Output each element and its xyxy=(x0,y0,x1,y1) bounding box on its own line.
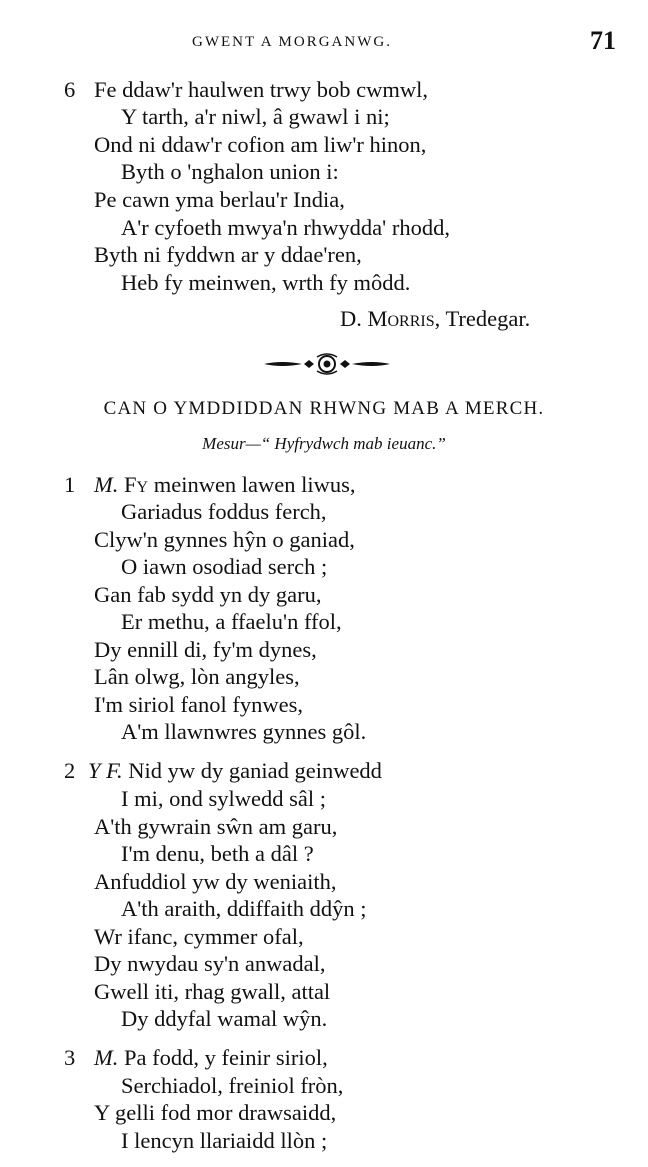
poem-line: A'm llawnwres gynnes gôl. xyxy=(121,719,367,744)
poem-line: A'th gywrain sŵn am garu, xyxy=(94,814,338,839)
poem-line: I'm denu, beth a dâl ? xyxy=(121,841,314,866)
speaker-label: M. xyxy=(94,1045,119,1070)
poem-line: O iawn osodiad serch ; xyxy=(121,554,328,579)
first-line-rest: meinwen lawen liwus, xyxy=(148,472,356,497)
poem-line: Wr ifanc, cymmer ofal, xyxy=(94,924,304,949)
first-word: Fy xyxy=(124,472,149,497)
poem-line: Fe ddaw'r haulwen trwy bob cwmwl, xyxy=(94,77,428,102)
author-place: , Tredegar. xyxy=(434,306,531,331)
verse-number: 3 xyxy=(64,1045,76,1070)
poem-line: Anfuddiol yw dy weniaith, xyxy=(94,869,337,894)
verse-number: 1 xyxy=(64,472,76,497)
poem-line: Dy nwydau sy'n anwadal, xyxy=(94,951,326,976)
poem-line xyxy=(88,757,382,784)
section-divider-ornament xyxy=(262,351,392,377)
tune-label: Mesur xyxy=(202,434,246,453)
poem-line: Byth o 'nghalon union i: xyxy=(121,159,339,184)
page-header xyxy=(0,26,648,60)
tune-line xyxy=(0,434,648,454)
poem-line: Gariadus foddus ferch, xyxy=(121,499,327,524)
speaker-label: Y F. xyxy=(88,758,123,783)
verse-number: 6 xyxy=(64,77,76,102)
poem-line: Y tarth, a'r niwl, â gwawl i ni; xyxy=(121,104,390,129)
poem-line: Y gelli fod mor drawsaidd, xyxy=(94,1100,337,1125)
song-title: CAN O YMDDIDDAN RHWNG MAB A MERCH. xyxy=(103,398,545,419)
poem-line: Clyw'n gynnes hŷn o ganiad, xyxy=(94,527,355,552)
running-title: GWENT A MORGANWG. xyxy=(192,34,392,50)
poem-line: I mi, ond sylwedd sâl ; xyxy=(121,786,326,811)
poem-line xyxy=(94,471,356,498)
first-line-rest: Pa fodd, y feinir siriol, xyxy=(118,1045,328,1070)
poem-line: Serchiadol, freiniol fròn, xyxy=(121,1073,344,1098)
poem-line: Lân olwg, lòn angyles, xyxy=(94,664,300,689)
page-number: 71 xyxy=(590,26,616,55)
first-line-rest: Nid yw dy ganiad geinwedd xyxy=(122,758,382,783)
author-initial: D. xyxy=(340,306,362,331)
poem-line: Dy ennill di, fy'm dynes, xyxy=(94,637,317,662)
poem-line: Gan fab sydd yn dy garu, xyxy=(94,582,322,607)
poem-line: Dy ddyfal wamal wŷn. xyxy=(121,1006,328,1031)
author-signature xyxy=(340,306,530,332)
poem-line: Pe cawn yma berlau'r India, xyxy=(94,187,345,212)
poem-line: Er methu, a ffaelu'n ffol, xyxy=(121,609,342,634)
verse-number: 2 xyxy=(64,758,76,783)
poem-line xyxy=(94,1044,328,1071)
poem-line: Heb fy meinwen, wrth fy môdd. xyxy=(121,270,411,295)
poem-line: I'm siriol fanol fynwes, xyxy=(94,692,304,717)
poem-line: Ond ni ddaw'r cofion am liw'r hinon, xyxy=(94,132,427,157)
poem-line: A'r cyfoeth mwya'n rhwydda' rhodd, xyxy=(121,215,450,240)
poem-line: Byth ni fyddwn ar y ddae'ren, xyxy=(94,242,362,267)
poem-line: A'th araith, ddiffaith ddŷn ; xyxy=(121,896,367,921)
poem-line: I lencyn llariaidd llòn ; xyxy=(121,1128,328,1153)
poem-line: Gwell iti, rhag gwall, attal xyxy=(94,979,331,1004)
speaker-label: M. xyxy=(94,472,119,497)
tune-name: —“ Hyfrydwch mab ieuanc.” xyxy=(245,434,446,453)
author-name: Morris xyxy=(367,306,435,331)
